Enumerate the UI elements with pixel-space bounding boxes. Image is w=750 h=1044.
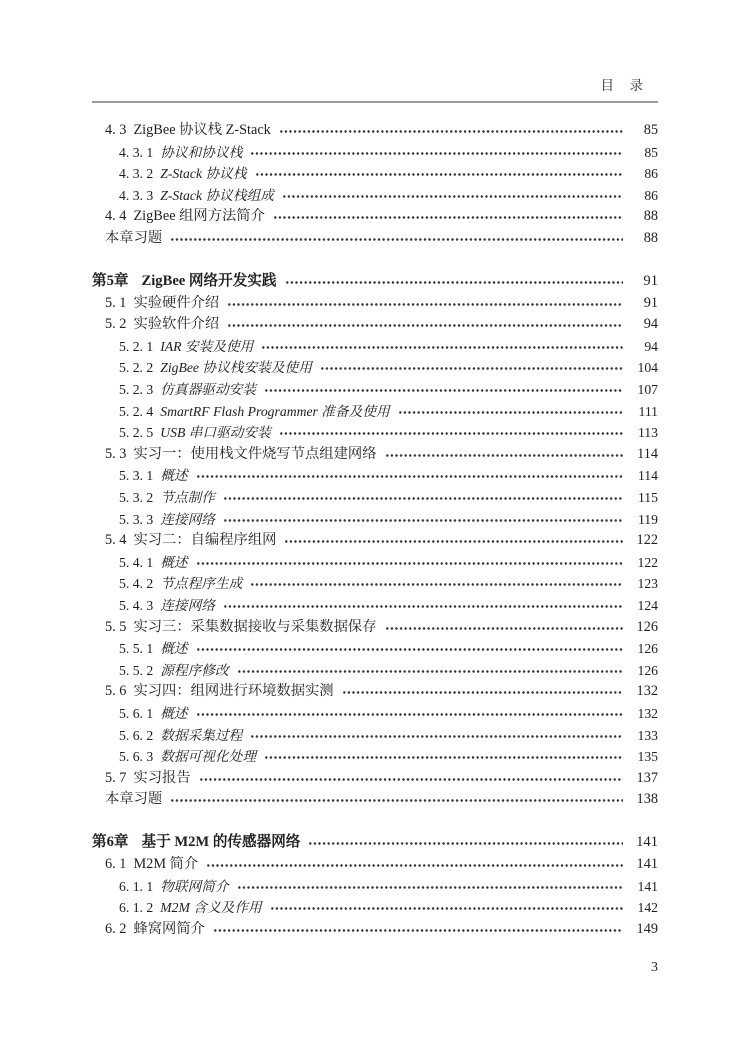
- toc-page: [92, 78, 658, 940]
- entry-page: 126: [637, 641, 658, 657]
- entry-page: 135: [637, 749, 658, 765]
- entry-title: M2M 简介: [133, 856, 199, 872]
- toc-entry: [92, 725, 658, 747]
- entry-title: 本章习题: [105, 791, 163, 808]
- entry-page: 88: [643, 229, 658, 246]
- toc-entry: [92, 854, 658, 876]
- dot-leader: [237, 876, 623, 898]
- entry-number: 5. 2. 3: [119, 382, 154, 398]
- page-footer: [92, 959, 658, 977]
- entry-page: 86: [644, 187, 658, 203]
- entry-title: ZigBee 协议栈安装及使用: [160, 360, 312, 376]
- entry-number: 4. 4: [105, 208, 127, 225]
- entry-number: 6. 1. 1: [119, 878, 154, 894]
- entry-page: 124: [637, 597, 658, 613]
- entry-title: Z-Stack 协议栈组成: [160, 187, 274, 203]
- entry-page: 132: [636, 683, 658, 700]
- header-rule: [92, 101, 658, 103]
- dot-leader: [250, 573, 623, 595]
- entry-number: 4. 3: [105, 122, 127, 138]
- entry-title: 实验硬件介绍: [133, 294, 220, 311]
- toc-entry: [92, 228, 658, 250]
- entry-page: 85: [644, 144, 658, 160]
- entry-number: 4. 3. 1: [119, 144, 154, 160]
- entry-page: 142: [637, 900, 658, 916]
- entry-title: Z-Stack 协议栈: [160, 166, 247, 182]
- dot-leader: [250, 142, 623, 164]
- toc-entry: [92, 897, 658, 919]
- toc-entry: [92, 293, 658, 315]
- entry-page: 86: [644, 166, 658, 182]
- dot-leader: [264, 379, 623, 401]
- entry-page: 88: [643, 208, 658, 225]
- toc-entry: [92, 617, 658, 639]
- toc-entry: [92, 120, 658, 142]
- entry-number: 第6章: [92, 834, 129, 851]
- dot-leader: [284, 530, 623, 552]
- toc-entry: [92, 379, 658, 401]
- entry-title: 实习一：使用栈文件烧写节点组建网络: [133, 445, 377, 462]
- entry-page: 126: [636, 618, 658, 635]
- entry-page: 137: [636, 769, 658, 786]
- dot-leader: [196, 703, 623, 725]
- entry-page: 113: [637, 425, 658, 441]
- dot-leader: [385, 617, 624, 639]
- entry-page: 107: [637, 382, 658, 398]
- page-header: [92, 78, 658, 94]
- dot-leader: [320, 357, 623, 379]
- dot-leader: [196, 552, 623, 574]
- entry-number: 6. 2: [105, 920, 127, 937]
- toc-entry: [92, 681, 658, 703]
- entry-page: 111: [638, 403, 658, 419]
- entry-title: 实验软件介绍: [133, 316, 220, 333]
- entry-title: ZigBee 网络开发实践: [141, 273, 277, 290]
- dot-leader: [223, 595, 623, 617]
- entry-number: 5. 5. 2: [119, 662, 154, 678]
- entry-number: 5. 2. 1: [119, 338, 154, 354]
- toc-entry: [92, 314, 658, 336]
- entry-title: 概述: [160, 641, 188, 657]
- entry-title: 概述: [160, 554, 188, 570]
- dot-leader: [282, 185, 623, 207]
- entry-page: 123: [637, 576, 658, 592]
- entry-number: 4. 3. 2: [119, 166, 154, 182]
- entry-number: 5. 4: [105, 532, 127, 549]
- toc-entry: [92, 573, 658, 595]
- entry-number: 5. 1: [105, 294, 127, 311]
- entry-page: 122: [637, 554, 658, 570]
- entry-page: 132: [637, 705, 658, 721]
- entry-page: 114: [637, 445, 658, 462]
- toc-entry: [92, 487, 658, 509]
- entry-number: 第5章: [92, 273, 129, 290]
- page-number: 3: [651, 960, 658, 975]
- dot-leader: [223, 487, 623, 509]
- dot-leader: [279, 422, 623, 444]
- toc-entry: [92, 142, 658, 164]
- entry-page: 85: [643, 122, 658, 138]
- dot-leader: [308, 832, 623, 854]
- toc-entry: [92, 746, 658, 768]
- entry-title: 数据采集过程: [160, 727, 243, 743]
- entry-title: 实习报告: [133, 769, 191, 786]
- toc-entry: [92, 768, 658, 790]
- dot-leader: [279, 120, 623, 142]
- entry-number: 5. 3. 2: [119, 490, 154, 505]
- entry-page: 119: [637, 511, 658, 527]
- toc-entry: [92, 185, 658, 207]
- dot-leader: [264, 746, 623, 768]
- toc-entry: [92, 271, 658, 293]
- entry-page: 149: [636, 920, 658, 937]
- toc-entry: [92, 509, 658, 531]
- entry-page: 104: [637, 360, 658, 376]
- entry-number: 5. 6: [105, 683, 127, 700]
- entry-number: 5. 2. 2: [119, 360, 154, 376]
- toc-entry: [92, 703, 658, 725]
- entry-page: 133: [637, 727, 658, 743]
- dot-leader: [196, 638, 623, 660]
- entry-title: 概述: [160, 468, 188, 484]
- toc-list: [92, 120, 658, 940]
- entry-title: 实习二：自编程序组网: [133, 532, 277, 549]
- dot-leader: [270, 897, 623, 919]
- entry-title: 源程序修改: [160, 662, 229, 678]
- toc-entry: [92, 206, 658, 228]
- toc-entry: [92, 552, 658, 574]
- toc-entry: [92, 530, 658, 552]
- dot-leader: [227, 293, 623, 315]
- entry-title: 连接网络: [160, 511, 215, 527]
- toc-entry: [92, 401, 658, 423]
- entry-number: 5. 5: [105, 618, 127, 635]
- entry-title: 实习三：采集数据接收与采集数据保存: [133, 618, 377, 635]
- entry-title: 节点程序生成: [160, 576, 243, 592]
- entry-number: 5. 2. 5: [119, 425, 154, 441]
- entry-title: M2M 含义及作用: [160, 900, 262, 916]
- toc-entry: [92, 789, 658, 811]
- entry-number: 5. 3: [105, 445, 127, 462]
- dot-leader: [170, 228, 623, 250]
- entry-title: 蜂窝网简介: [133, 920, 205, 937]
- dot-leader: [273, 206, 623, 228]
- entry-page: 122: [636, 532, 658, 549]
- toc-entry: [92, 638, 658, 660]
- entry-page: 91: [643, 273, 658, 290]
- entry-title: SmartRF Flash Programmer 准备及使用: [160, 403, 390, 419]
- toc-entry: [92, 444, 658, 466]
- dot-leader: [237, 660, 623, 682]
- toc-entry: [92, 660, 658, 682]
- entry-title: 仿真器驱动安装: [160, 382, 257, 398]
- dot-leader: [206, 854, 623, 876]
- entry-title: 本章习题: [105, 229, 163, 246]
- entry-title: 实习四：组网进行环境数据实测: [133, 683, 334, 700]
- entry-title: ZigBee 协议栈 Z-Stack: [133, 122, 271, 138]
- entry-page: 115: [637, 490, 658, 505]
- entry-page: 94: [644, 338, 658, 354]
- entry-page: 126: [637, 662, 658, 678]
- entry-title: IAR 安装及使用: [160, 338, 254, 354]
- entry-number: 5. 2. 4: [119, 403, 154, 419]
- entry-title: ZigBee 组网方法简介: [133, 208, 265, 225]
- entry-title: USB 串口驱动安装: [160, 425, 271, 441]
- toc-entry: [92, 832, 658, 854]
- toc-entry: [92, 163, 658, 185]
- toc-entry: [92, 595, 658, 617]
- dot-leader: [196, 465, 623, 487]
- toc-entry: [92, 422, 658, 444]
- dot-leader: [213, 919, 623, 941]
- entry-title: 数据可视化处理: [160, 749, 257, 765]
- toc-entry: [92, 876, 658, 898]
- toc-entry: [92, 336, 658, 358]
- entry-page: 138: [636, 791, 658, 808]
- entry-title: 概述: [160, 705, 188, 721]
- entry-page: 91: [643, 294, 658, 311]
- entry-number: 5. 6. 3: [119, 749, 154, 765]
- dot-leader: [250, 725, 623, 747]
- entry-title: 物联网简介: [160, 878, 229, 894]
- entry-number: 5. 3. 1: [119, 468, 154, 484]
- dot-leader: [398, 401, 623, 423]
- entry-number: 5. 6. 1: [119, 705, 154, 721]
- entry-number: 5. 4. 1: [119, 554, 154, 570]
- toc-entry: [92, 919, 658, 941]
- entry-title: 基于 M2M 的传感器网络: [141, 834, 301, 851]
- entry-title: 节点制作: [160, 490, 215, 505]
- entry-number: 6. 1: [105, 856, 127, 872]
- entry-number: 5. 7: [105, 769, 127, 786]
- entry-number: 5. 5. 1: [119, 641, 154, 657]
- entry-number: 5. 2: [105, 316, 127, 333]
- entry-page: 141: [636, 856, 658, 872]
- header-title: 目 录: [600, 78, 644, 93]
- toc-entry: [92, 357, 658, 379]
- toc-entry: [92, 465, 658, 487]
- entry-title: 连接网络: [160, 597, 215, 613]
- entry-page: 141: [637, 878, 658, 894]
- dot-leader: [385, 444, 624, 466]
- dot-leader: [227, 314, 623, 336]
- entry-number: 5. 4. 3: [119, 597, 154, 613]
- entry-page: 114: [637, 468, 658, 484]
- entry-number: 5. 6. 2: [119, 727, 154, 743]
- entry-title: 协议和协议栈: [160, 144, 243, 160]
- dot-leader: [261, 336, 623, 358]
- entry-number: 5. 4. 2: [119, 576, 154, 592]
- dot-leader: [199, 768, 623, 790]
- dot-leader: [285, 271, 624, 293]
- entry-page: 94: [643, 316, 658, 333]
- entry-page: 141: [636, 834, 658, 851]
- dot-leader: [223, 509, 623, 531]
- dot-leader: [255, 163, 623, 185]
- entry-number: 6. 1. 2: [119, 900, 154, 916]
- entry-number: 4. 3. 3: [119, 187, 154, 203]
- dot-leader: [342, 681, 623, 703]
- entry-number: 5. 3. 3: [119, 511, 154, 527]
- dot-leader: [170, 789, 623, 811]
